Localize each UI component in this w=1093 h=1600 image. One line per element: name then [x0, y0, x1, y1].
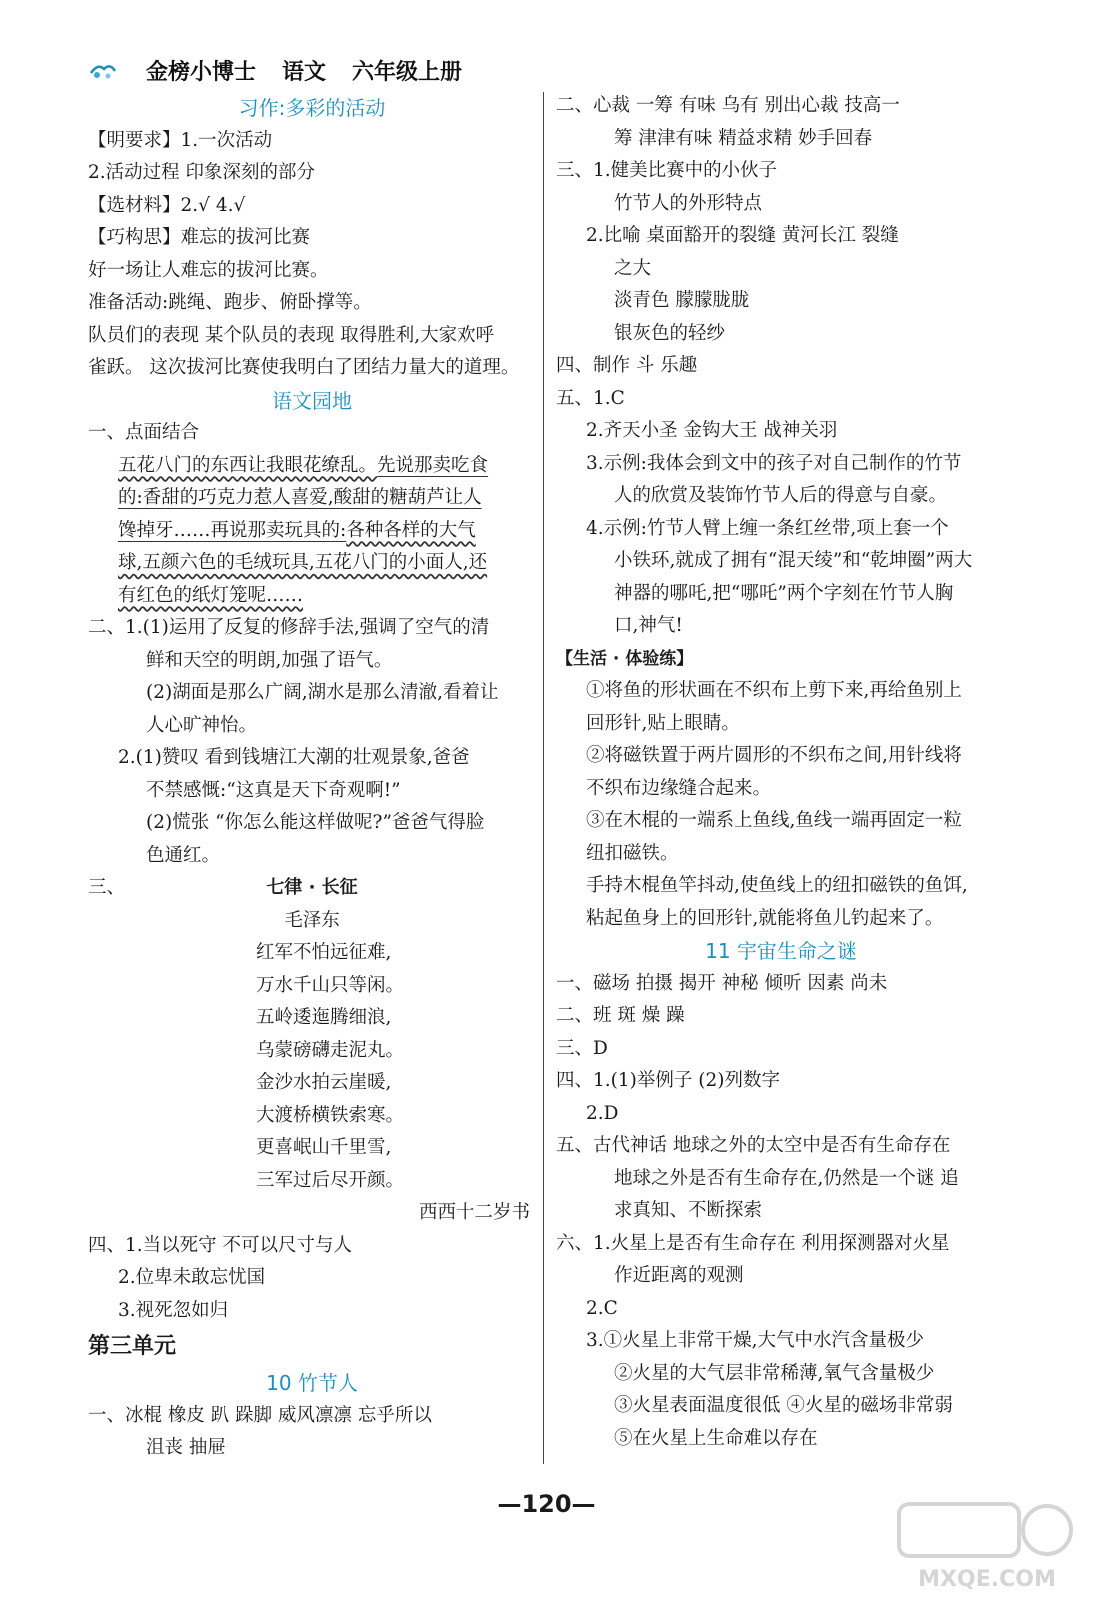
text-line: 粘起鱼身上的回形针,就能将鱼儿钓起来了。	[586, 907, 944, 929]
text-line: 3.示例:我体会到文中的孩子对自己制作的竹节	[586, 452, 962, 474]
text-line: 人心旷神怡。	[146, 714, 258, 736]
text-line: 三、1.健美比赛中的小伙子	[556, 160, 778, 181]
text-line: 2.比喻 桌面豁开的裂缝 黄河长江 裂缝	[586, 225, 899, 246]
text-line: 2.D	[586, 1102, 619, 1124]
poem-title: 七律 · 长征	[266, 877, 358, 898]
subject-name: 语文	[282, 59, 327, 85]
watermark-text: MXQE.COM	[918, 1567, 1056, 1592]
poem-signature: 西西十二岁书	[418, 1202, 530, 1223]
poem-line: 三军过后尽开颜。	[256, 1169, 405, 1191]
text-line: 地球之外是否有生命存在,仍然是一个谜 追	[614, 1167, 959, 1189]
poem-author: 毛泽东	[284, 909, 340, 931]
text-line: 沮丧 抽屉	[146, 1437, 226, 1458]
text-line: 3.①火星上非常干燥,大气中水汽含量极少	[586, 1330, 925, 1351]
text-line: 神器的哪吒,把“哪吒”两个字刻在竹节人胸	[614, 582, 954, 604]
underlined-line: 的:香甜的巧克力惹人喜爱,酸甜的糖葫芦让人	[118, 487, 482, 508]
text-line: ①将鱼的形状画在不织布上剪下来,再给鱼别上	[586, 680, 962, 701]
left-column	[88, 92, 536, 1465]
section-title: 11 宇宙生命之谜	[705, 939, 857, 963]
poem-line: 乌蒙磅礴走泥丸。	[256, 1039, 405, 1061]
text-line: 好一场让人难忘的拔河比赛。	[88, 259, 329, 281]
text-line: 五、古代神话 地球之外的太空中是否有生命存在	[556, 1135, 951, 1156]
text-line: ③在木棍的一端系上鱼线,鱼线一端再固定一粒	[586, 810, 962, 831]
page-number: —120—	[497, 1490, 596, 1518]
text-line: 作近距离的观测	[614, 1265, 744, 1286]
text-line: 竹节人的外形特点	[614, 192, 763, 214]
text-line: 一、冰棍 橡皮 趴 跺脚 威风凛凛 忘乎所以	[88, 1404, 432, 1426]
text-line: 鲜和天空的明朗,加强了语气。	[146, 649, 393, 671]
poem-line: 金沙水拍云崖暖,	[256, 1072, 392, 1093]
text-line: 【明要求】1.一次活动	[88, 129, 273, 151]
text-line: (2)湖面是那么广阔,湖水是那么清澈,看着让	[146, 682, 499, 703]
text-line: 手持木棍鱼竿抖动,使鱼线上的纽扣磁铁的鱼饵,	[586, 875, 968, 896]
text-line: 二、心裁 一筹 有味 乌有 别出心裁 技高一	[556, 95, 900, 116]
text-line: 【巧构思】难忘的拔河比赛	[88, 227, 311, 248]
text-line: 2.齐天小圣 金钩大王 战神关羽	[586, 420, 838, 441]
text-line: 不禁感慨:“这真是天下奇观啊!”	[146, 779, 401, 801]
text-line: 二、1.(1)运用了反复的修辞手法,强调了空气的清	[88, 617, 490, 638]
poem-line: 五岭逶迤腾细浪,	[256, 1007, 392, 1028]
unit-heading: 第三单元	[88, 1334, 177, 1359]
text-line: 准备活动:跳绳、跑步、俯卧撑等。	[88, 292, 372, 313]
text-line: ②火星的大气层非常稀薄,氧气含量极少	[614, 1362, 935, 1384]
text-line: 3.视死忽如归	[118, 1299, 229, 1321]
text-line: 一、点面结合	[88, 422, 200, 443]
book-logo-icon	[88, 55, 118, 85]
underlined-line: 球,五颜六色的毛绒玩具,五花八门的小面人,还	[118, 552, 488, 573]
right-column	[556, 90, 1006, 1455]
text-line: 纽扣磁铁。	[586, 842, 679, 864]
text-line: 队员们的表现 某个队员的表现 取得胜利,大家欢呼	[88, 324, 495, 346]
underlined-line: 馋掉牙……再说那卖玩具的:各种各样的大气	[118, 519, 476, 541]
text-line: 2.活动过程 印象深刻的部分	[88, 162, 316, 183]
text-line: 不织布边缘缝合起来。	[586, 777, 772, 799]
section-title: 语文园地	[272, 388, 352, 413]
text-line: 四、1.(1)举例子 (2)列数字	[556, 1070, 780, 1091]
life-practice-title: 【生活 · 体验练】	[556, 648, 694, 669]
text-line: 之大	[614, 257, 652, 279]
text-line: 雀跃。 这次拔河比赛使我明白了团结力量大的道理。	[88, 357, 520, 378]
text-line: 淡青色 朦朦胧胧	[614, 290, 750, 311]
text-line: 四、制作 斗 乐趣	[556, 355, 698, 376]
text-line: 小铁环,就成了拥有“混天绫”和“乾坤圈”两大	[614, 550, 973, 571]
grade-name: 六年级上册	[352, 59, 463, 85]
text-line: ③火星表面温度很低 ④火星的磁场非常弱	[614, 1395, 953, 1416]
text-line: 银灰色的轻纱	[614, 322, 726, 344]
text-line: 三、D	[556, 1037, 608, 1059]
text-line: 回形针,贴上眼睛。	[586, 712, 740, 734]
poem-line: 万水千山只等闲。	[256, 974, 405, 996]
text-line: 【选材料】2.√ 4.√	[88, 194, 246, 216]
text-line: 二、班 斑 燥 躁	[556, 1005, 685, 1026]
underlined-line: 五花八门的东西让我眼花缭乱。先说那卖吃食	[118, 454, 489, 476]
text-line: ⑤在火星上生命难以存在	[614, 1427, 818, 1449]
page-header	[88, 50, 488, 90]
text-line: 六、1.火星上是否有生命存在 利用探测器对火星	[556, 1232, 950, 1254]
underlined-line: 有红色的纸灯笼呢……	[118, 584, 304, 606]
column-divider	[543, 92, 544, 1464]
text-line: 五、1.C	[556, 387, 625, 409]
poem-label: 三、	[88, 877, 126, 898]
text-line: 2.位卑未敢忘忧国	[118, 1267, 266, 1288]
text-line: 求真知、不断探索	[614, 1200, 763, 1221]
text-line: 色通红。	[146, 844, 221, 866]
poem-line: 红军不怕远征难,	[256, 942, 392, 963]
text-line: 2.C	[586, 1297, 618, 1319]
poem-line: 大渡桥横铁索寒。	[256, 1104, 405, 1126]
section-title: 10 竹节人	[266, 1371, 358, 1395]
section-title: 习作:多彩的活动	[238, 96, 386, 120]
text-line: 2.(1)赞叹 看到钱塘江大潮的壮观景象,爸爸	[118, 747, 470, 768]
series-name: 金榜小博士	[146, 59, 257, 85]
poem-line: 更喜岷山千里雪,	[256, 1137, 392, 1158]
text-line: 人的欣赏及装饰竹节人后的得意与自豪。	[614, 485, 948, 506]
text-line: 一、磁场 拍摄 揭开 神秘 倾听 因素 尚未	[556, 972, 888, 994]
watermark-logo-icon	[895, 1500, 1080, 1595]
poem-title-line	[88, 872, 536, 905]
text-line: 口,神气!	[614, 615, 683, 636]
text-line: 4.示例:竹节人臂上缠一条红丝带,项上套一个	[586, 517, 949, 539]
text-line: 四、1.当以死守 不可以尺寸与人	[88, 1234, 353, 1256]
text-line: (2)慌张 “你怎么能这样做呢?”爸爸气得脸	[146, 812, 485, 833]
text-line: ②将磁铁置于两片圆形的不织布之间,用针线将	[586, 745, 962, 766]
text-line: 筹 津津有味 精益求精 妙手回春	[614, 127, 873, 149]
